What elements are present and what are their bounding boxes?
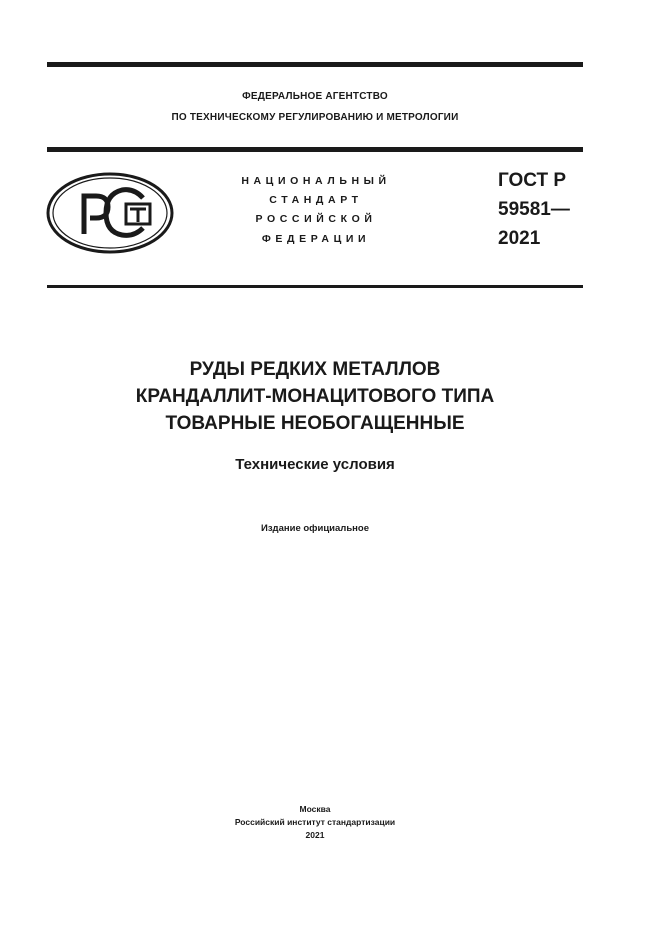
imprint-publisher: Российский институт стандартизации <box>234 817 396 827</box>
standard-type-line-1: НАЦИОНАЛЬНЫЙ <box>241 175 391 187</box>
agency-line-1: ФЕДЕРАЛЬНОЕ АГЕНТСТВО <box>242 91 388 102</box>
standard-type-line-2: СТАНДАРТ <box>269 194 363 206</box>
imprint-year: 2021 <box>305 830 325 840</box>
standard-type-line-4: ФЕДЕРАЦИИ <box>261 233 371 245</box>
agency-line-2: ПО ТЕХНИЧЕСКОМУ РЕГУЛИРОВАНИЮ И МЕТРОЛОГИИ <box>171 112 459 123</box>
document-subtitle: Технические условия <box>235 456 395 473</box>
title-line-1: РУДЫ РЕДКИХ МЕТАЛЛОВ <box>189 359 441 380</box>
title-line-2: КРАНДАЛЛИТ-МОНАЦИТОВОГО ТИПА <box>135 386 495 407</box>
designation-line-1: ГОСТ Р <box>498 170 567 191</box>
edition-note: Издание официальное <box>261 523 369 534</box>
designation-line-3: 2021 <box>498 228 541 249</box>
rst-certification-mark-icon <box>46 172 174 254</box>
middle-rule <box>47 147 583 152</box>
imprint-city: Москва <box>299 804 331 814</box>
bottom-rule <box>47 285 583 288</box>
standard-type-line-3: РОССИЙСКОЙ <box>255 213 377 225</box>
designation-line-2: 59581— <box>498 199 570 220</box>
top-rule <box>47 62 583 67</box>
title-line-3: ТОВАРНЫЕ НЕОБОГАЩЕННЫЕ <box>165 413 465 434</box>
